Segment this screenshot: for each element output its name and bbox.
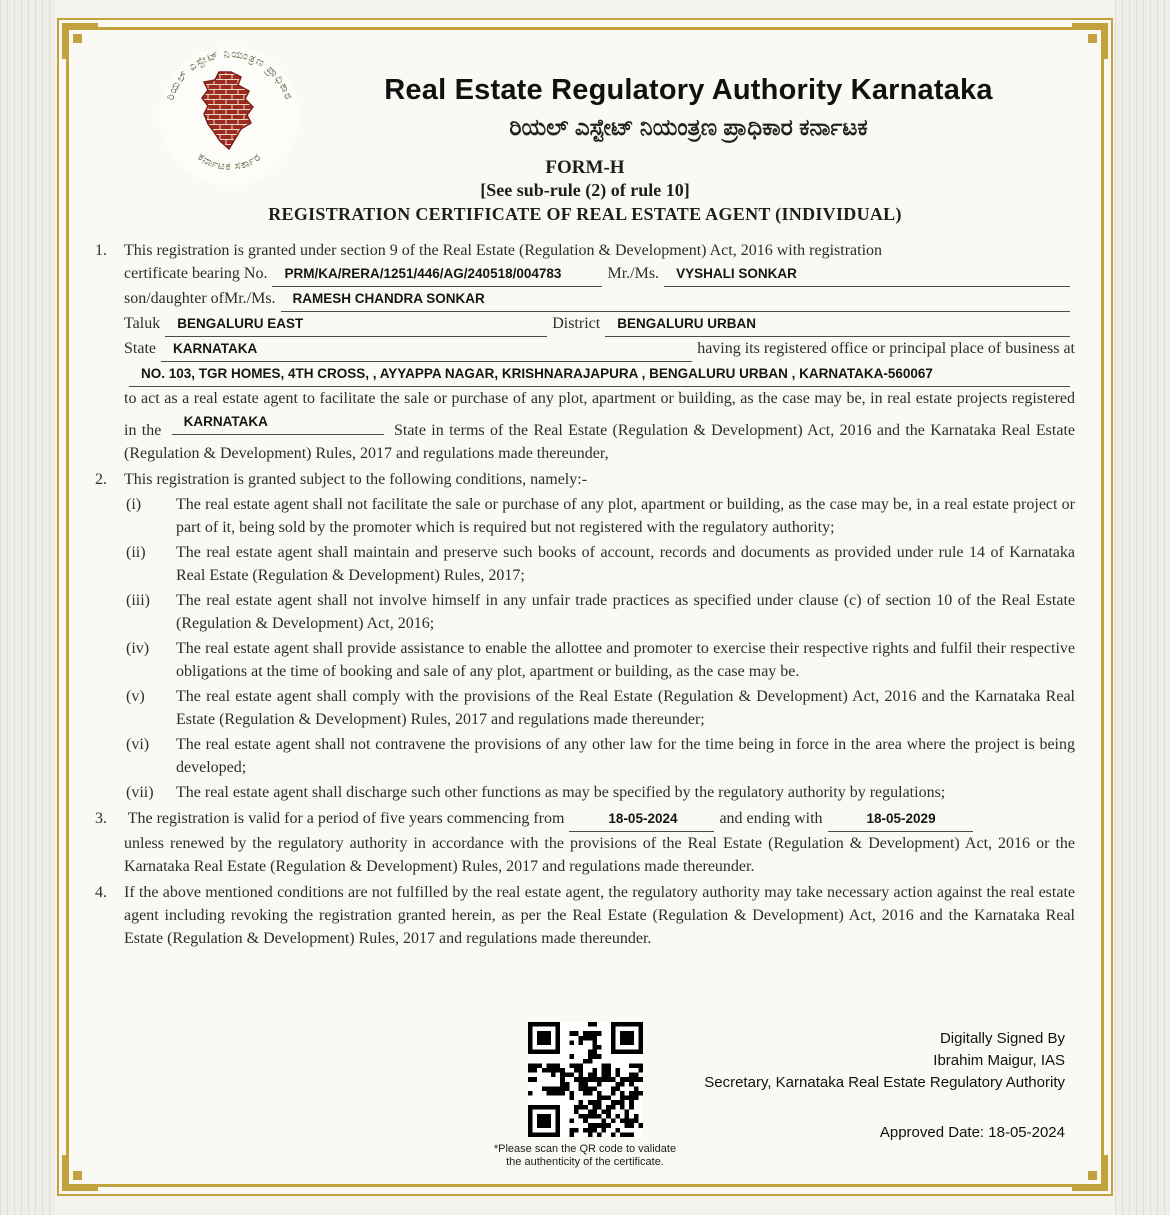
condition-number: (v) <box>126 688 145 705</box>
condition-number: (ii) <box>126 544 146 561</box>
clause1-act-text-b: State in terms of the Real Estate (Regulation & Development) Act, 2016 and the Karnataka Real Estate (Regulation & Development) Rules, 2017 and regulations made thereunder, <box>124 422 1076 462</box>
clause1-address-line <box>124 362 1075 387</box>
sub-rule-reference: [See sub-rule (2) of rule 10] <box>480 180 690 200</box>
certificate-number: PRM/KA/RERA/1251/446/AG/240518/004783 <box>272 262 602 287</box>
label-state: State <box>124 340 156 357</box>
clause1-act-text <box>124 387 1075 465</box>
qr-code <box>528 1022 643 1137</box>
clause-4 <box>95 881 1075 950</box>
condition-number: (i) <box>126 496 142 513</box>
condition-text: The real estate agent shall provide assistance to enable the allottee and promoter to exercise their respective rights and fulfil their respective obligations at the time of booking and sale of any plot, apartment or building, as the case may be. <box>176 640 1075 680</box>
clause3-validity-line <box>124 807 1075 832</box>
clause1-cert-line <box>124 262 1075 287</box>
certificate-body <box>66 27 1104 1187</box>
condition-item <box>124 541 1075 587</box>
taluk-value: BENGALURU EAST <box>165 312 547 337</box>
clause1-intro: This registration is granted under section 9 of the Real Estate (Regulation & Development) Act, 2016 with registration <box>124 242 883 259</box>
registered-state-value: KARNATAKA <box>172 410 384 435</box>
clause3-text: unless renewed by the regulatory authority in accordance with the provisions of the Real Estate (Regulation & Development) Act, 2016 or the Karnataka Real Estate (Regulation & Development) Rules, 2017 and regulations made thereunder. <box>124 835 1075 875</box>
condition-item <box>124 493 1075 539</box>
label-bearing-no: certificate bearing No. <box>124 265 268 282</box>
approved-date: Approved Date: 18-05-2024 <box>879 1124 1065 1141</box>
agent-name: VYSHALI SONKAR <box>664 262 1070 287</box>
condition-text: The real estate agent shall discharge such other functions as may be specified by the regulatory authority by regulations; <box>176 784 946 801</box>
condition-item <box>124 781 1075 804</box>
authority-title-english: Real Estate Regulatory Authority Karnataka <box>384 74 993 106</box>
clauses <box>95 239 1075 950</box>
clause-2 <box>95 468 1075 804</box>
clause-number: 4. <box>95 884 107 901</box>
certificate-footer <box>105 1020 1065 1172</box>
certificate-title: REGISTRATION CERTIFICATE OF REAL ESTATE AGENT (INDIVIDUAL) <box>268 204 902 224</box>
clause4-text: If the above mentioned conditions are not fulfilled by the real estate agent, the regulatory authority may take necessary action against the real estate agent including revoking the registration granted herein, as per the Real Estate (Regulation & Development) Act, 2016 and the Karnataka Real Estate (Regulation & Development) Rules, 2017 and regulations made thereunder. <box>124 884 1075 947</box>
label-district: District <box>552 315 601 332</box>
signer-name: Ibrahim Maigur, IAS <box>933 1052 1065 1069</box>
qr-block <box>475 1022 695 1169</box>
address-value: NO. 103, TGR HOMES, 4TH CROSS, , AYYAPPA NAGAR, KRISHNARAJAPURA , BENGALURU URBAN , KARNATAKA-560067 <box>129 362 1070 387</box>
clause1-parent-line <box>124 287 1075 312</box>
parent-name: RAMESH CHANDRA SONKAR <box>281 287 1070 312</box>
condition-number: (iii) <box>126 592 150 609</box>
clause-3 <box>95 807 1075 878</box>
clause-number: 2. <box>95 471 107 488</box>
form-number: FORM-H <box>545 157 625 178</box>
valid-from-date: 18-05-2024 <box>569 807 714 832</box>
clause1-state-line <box>124 337 1075 362</box>
condition-number: (vii) <box>126 784 154 801</box>
condition-text: The real estate agent shall not facilitate the sale or purchase of any plot, apartment or building, as the case may be, in a real estate project or part of it, being sold by the promoter which is required but not registered with the regulatory authority; <box>176 496 1075 536</box>
logo-ring-text-bottom: ಕರ್ನಾಟಕ ಸರ್ಕಾರ <box>195 150 264 173</box>
label-son-daughter-of: son/daughter ofMr./Ms. <box>124 290 276 307</box>
clause-number: 1. <box>95 242 107 259</box>
form-heading <box>95 157 1075 225</box>
logo-ring-text-top: ರಿಯಲ್ ಎಸ್ಟೇಟ್ ನಿಯಂತ್ರಣ ಪ್ರಾಧಿಕಾರ <box>164 48 295 102</box>
signer-title: Secretary, Karnataka Real Estate Regulatory Authority <box>704 1074 1065 1091</box>
condition-text: The real estate agent shall comply with the provisions of the Real Estate (Regulation & Development) Act, 2016 and the Karnataka Real Estate (Regulation & Development) Rules, 2017 and regulations made thereunder; <box>176 688 1075 728</box>
condition-item <box>124 589 1075 635</box>
condition-number: (vi) <box>126 736 150 753</box>
clause1-taluk-line <box>124 312 1075 337</box>
label-valid-from: The registration is valid for a period of five years commencing from <box>124 810 565 827</box>
label-registered-office: having its registered office or principal place of business at <box>697 340 1075 357</box>
condition-item <box>124 637 1075 683</box>
clause1-act-text-a: to act as a real estate agent to facilitate the sale or purchase of any plot, apartment or building, as the case may be, in real estate projects registered in the <box>124 390 1075 439</box>
scan-edge-left <box>0 0 55 1215</box>
qr-caption: *Please scan the QR code to validate the authenticity of the certificate. <box>493 1143 677 1168</box>
label-ending-with: and ending with <box>719 810 823 827</box>
authority-titles <box>302 44 1075 141</box>
condition-item <box>124 733 1075 779</box>
clause2-intro: This registration is granted subject to the following conditions, namely:- <box>124 471 588 488</box>
condition-number: (iv) <box>126 640 150 657</box>
label-mr-ms: Mr./Ms. <box>607 265 660 282</box>
state-value: KARNATAKA <box>161 337 692 362</box>
valid-to-date: 18-05-2029 <box>828 807 973 832</box>
condition-item <box>124 685 1075 731</box>
signature-block <box>704 1028 1065 1144</box>
district-value: BENGALURU URBAN <box>605 312 1070 337</box>
label-taluk: Taluk <box>124 315 161 332</box>
clause-1 <box>95 239 1075 465</box>
scan-edge-right <box>1115 0 1170 1215</box>
condition-text: The real estate agent shall not contravene the provisions of any other law for the time being in force in the area where the project is being developed; <box>176 736 1075 776</box>
condition-text: The real estate agent shall maintain and preserve such books of account, records and documents as provided under rule 14 of Karnataka Real Estate (Regulation & Development) Rules, 2017; <box>176 544 1075 584</box>
certificate-frame <box>57 18 1113 1196</box>
authority-title-kannada: ರಿಯಲ್ ಎಸ್ಟೇಟ್ ನಿಯಂತ್ರಣ ಪ್ರಾಧಿಕಾರ ಕರ್ನಾಟಕ <box>509 114 868 140</box>
condition-text: The real estate agent shall not involve himself in any unfair trade practices as specified under clause (c) of section 10 of the Real Estate (Regulation & Development) Act, 2016; <box>176 592 1075 632</box>
digitally-signed-label: Digitally Signed By <box>939 1030 1065 1047</box>
clause-number: 3. <box>95 810 107 827</box>
